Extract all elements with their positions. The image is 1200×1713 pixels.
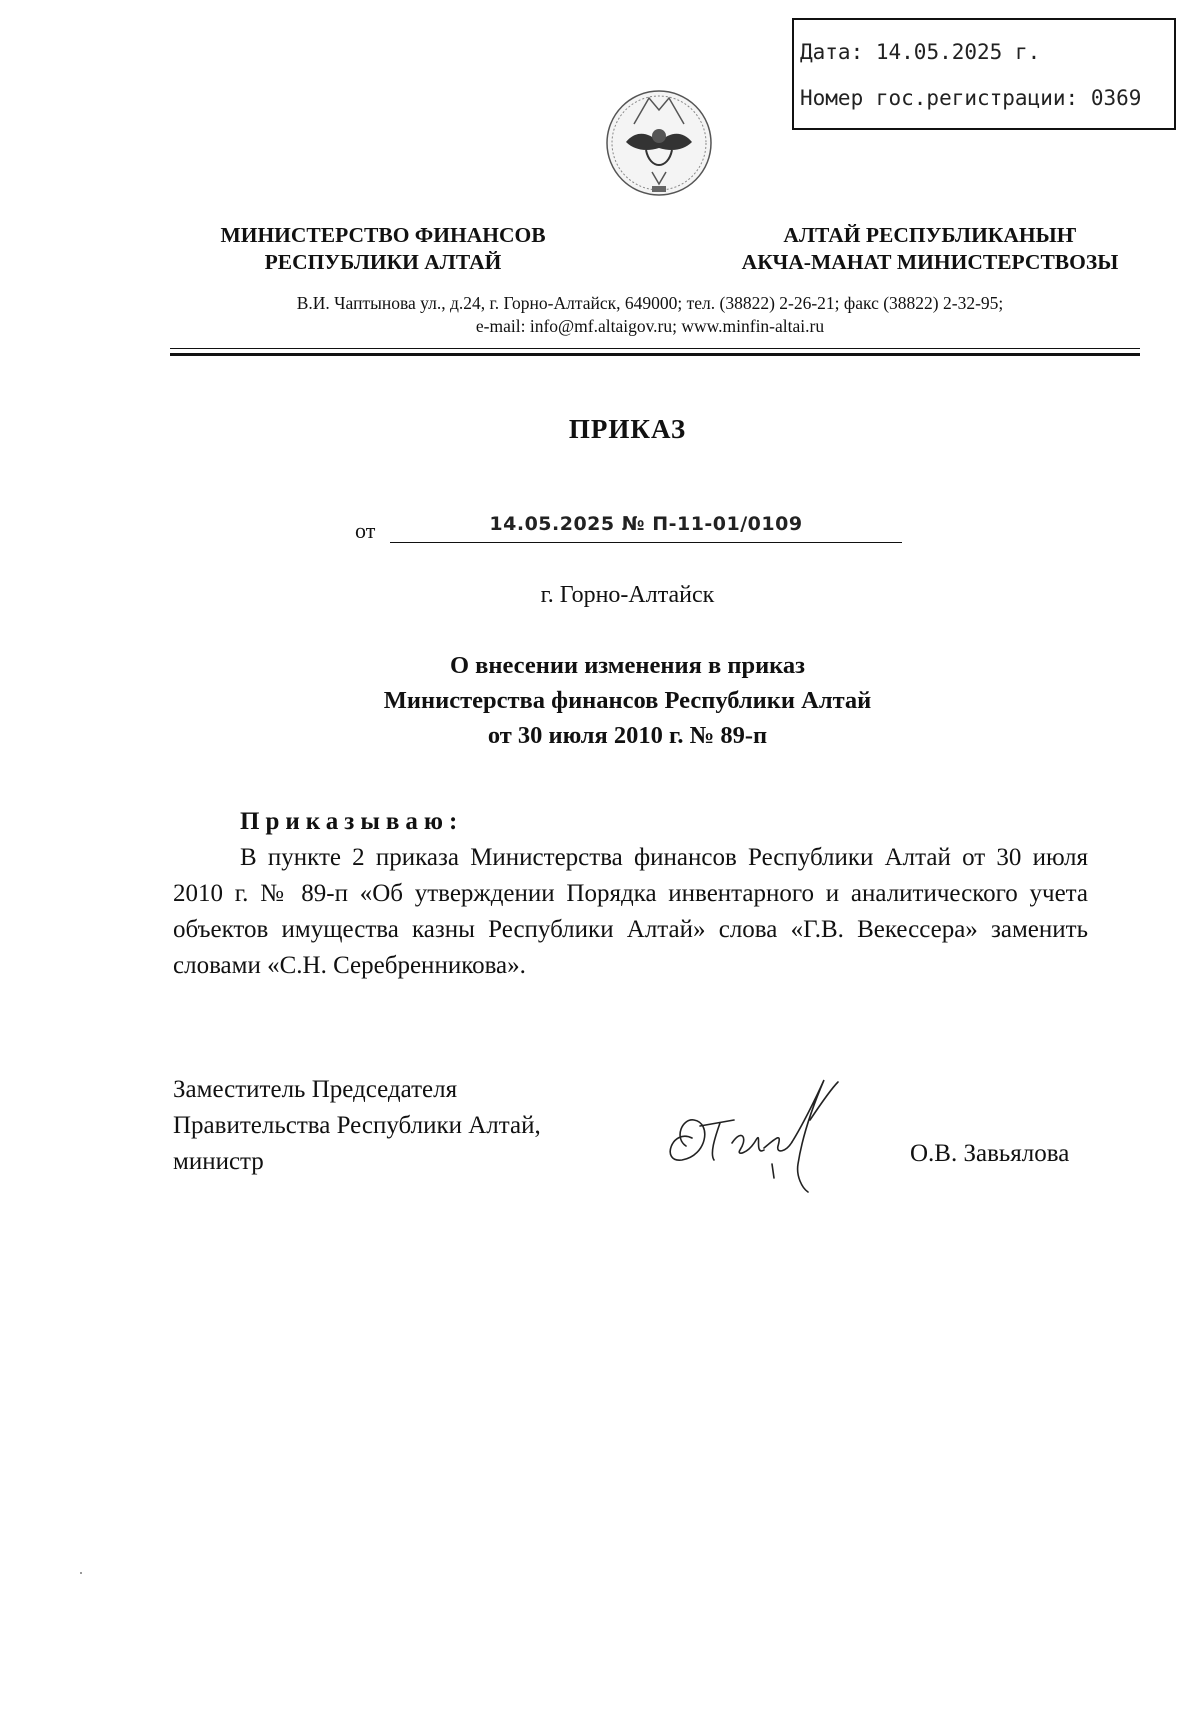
- handwritten-signature: [652, 1068, 862, 1198]
- document-title: ПРИКАЗ: [568, 414, 687, 444]
- subject-line2: Министерства финансов Республики Алтай: [383, 687, 872, 714]
- ministry-name-russian-line1: МИНИСТЕРСТВО ФИНАНСОВ: [220, 223, 546, 247]
- contacts-line: e-mail: info@mf.altaigov.ru; www.minfin-altai.ru: [475, 316, 825, 336]
- ministry-address: [170, 292, 1130, 338]
- registration-date-label: Дата:: [800, 40, 864, 64]
- document-number: 14.05.2025 № П-11-01/0109: [489, 513, 803, 535]
- header-divider-thick: [170, 353, 1140, 356]
- ministry-name-altai-line1: АЛТАЙ РЕСПУБЛИКАНЫҤ: [783, 223, 1077, 247]
- signatory-name: О.В. Завьялова: [910, 1140, 1070, 1167]
- ministry-name-russian-line2: РЕСПУБЛИКИ АЛТАЙ: [264, 250, 502, 274]
- order-word: Приказываю:: [240, 808, 464, 835]
- ministry-name-altai-line2: АКЧА-МАНАТ МИНИСТЕРСТВОЗЫ: [741, 250, 1119, 274]
- ministry-name-altai: [700, 222, 1160, 276]
- registration-date-value: 14.05.2025 г.: [875, 40, 1041, 64]
- position-line2: Правительства Республики Алтай,: [173, 1112, 541, 1139]
- registration-number-value: 0369: [1090, 86, 1142, 110]
- registration-number-label: Номер гос.регистрации:: [800, 86, 1079, 110]
- from-label: от: [355, 518, 376, 543]
- position-line3: министр: [173, 1148, 264, 1175]
- registration-number-row: [800, 86, 1141, 110]
- registration-stamp: [792, 18, 1176, 130]
- coat-of-arms-emblem: [604, 80, 714, 202]
- scan-speck: [80, 1572, 82, 1574]
- document-subject: [0, 648, 1200, 753]
- address-line: В.И. Чаптынова ул., д.24, г. Горно-Алтайск, 649000; тел. (38822) 2-26-21; факс (38822) 2-32-95;: [296, 293, 1004, 313]
- document-number-underline: [390, 542, 902, 543]
- subject-line3: от 30 июля 2010 г. № 89-п: [487, 722, 768, 749]
- registration-date-row: [800, 40, 1040, 64]
- signatory-position: [173, 1072, 541, 1180]
- body-paragraph: В пункте 2 приказа Министерства финансов Республики Алтай от 30 июля 2010 г. № 89-п «Об утверждении Порядка инвентарного и аналитического учета объектов имущества казны Республики Алтай» слова «Г.В. Векессера» заменить словами «С.Н. Серебренникова».: [173, 844, 1088, 979]
- position-line1: Заместитель Председателя: [173, 1076, 458, 1103]
- ministry-name-russian: [168, 222, 598, 276]
- header-divider-thin: [170, 348, 1140, 349]
- document-city: г. Горно-Алтайск: [540, 582, 715, 608]
- subject-line1: О внесении изменения в приказ: [449, 652, 806, 679]
- document-body: [173, 840, 1088, 984]
